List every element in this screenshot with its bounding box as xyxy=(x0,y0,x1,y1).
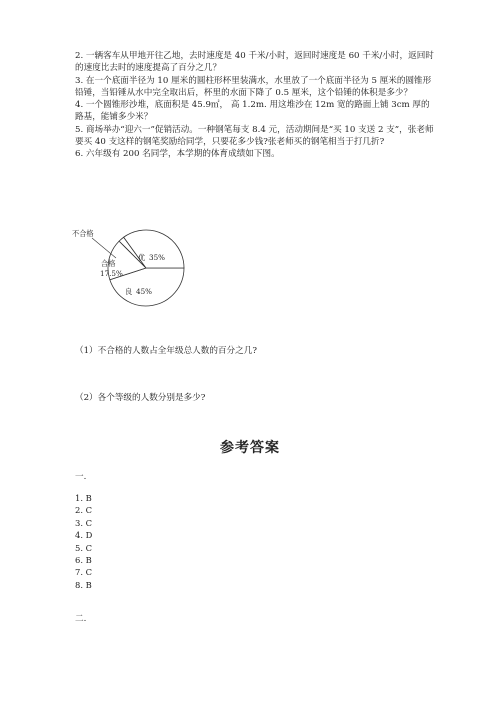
question-2: （2）各个等级的人数分别是多少? xyxy=(75,393,206,403)
problem-5: 5. 商场举办“迎六一”促销活动。一种钢笔每支 8.4 元，活动期间是“买 10 支送 2 支”，张老师要买 40 支这样的钢笔奖励给同学，只要花多少钱?张老师买的钢笔相当于打几折? xyxy=(75,124,434,148)
answer-item: 6. B xyxy=(75,555,92,566)
grade-pie-chart xyxy=(68,220,192,310)
problem-2: 2. 一辆客车从甲地开往乙地，去时速度是 40 千米/小时，返回时速度是 60 千米/小时，返回时的速度比去时的速度提高了百分之几？ xyxy=(75,51,434,74)
problem-4: 4. 一个圆锥形沙堆，底面积是 45.9㎡， 高 1.2m. 用这堆沙在 12m 宽的路面上铺 3cm 厚的路基，能铺多少米？ xyxy=(75,100,430,123)
answer-item: 7. C xyxy=(75,567,93,578)
slice-label-excellent: 优 xyxy=(138,253,146,262)
answer-item: 4. D xyxy=(75,530,93,541)
answer-item: 1. B xyxy=(75,493,92,503)
problem-list xyxy=(75,50,435,161)
problem-6: 6. 六年级有 200 名同学，本学期的体育成绩如下图。 xyxy=(75,149,280,160)
slice-value-qualified: 17.5% xyxy=(100,269,123,278)
slice-label-unqualified: 不合格 xyxy=(72,229,94,238)
answer-item: 5. C xyxy=(75,542,93,553)
answers-section-2: 二. xyxy=(75,614,87,624)
answer-item: 3. C xyxy=(75,517,93,528)
pie-leader-line xyxy=(92,238,116,258)
question-1: （1）不合格的人数占全年级总人数的百分之几? xyxy=(75,346,257,356)
answers-section-1: 一. xyxy=(75,472,87,482)
answer-list xyxy=(75,492,92,591)
slice-label-qualified: 合格 xyxy=(101,259,116,268)
slice-label-good: 良 xyxy=(125,287,133,296)
slice-value-excellent: 35% xyxy=(149,253,165,262)
slice-value-good: 45% xyxy=(136,287,152,296)
answer-item: 8. B xyxy=(75,579,92,590)
answers-title: 参考答案 xyxy=(220,440,280,456)
problem-3: 3. 在一个底面半径为 10 厘米的圆柱形杯里装满水，水里放了一个底面半径为 5 厘米的圆锥形铅锤，当铅锤从水中完全取出后，杯里的水面下降了 0.5 厘米，这个铅锤的体积是多少？ xyxy=(75,75,432,98)
answer-item: 2. C xyxy=(75,505,93,516)
